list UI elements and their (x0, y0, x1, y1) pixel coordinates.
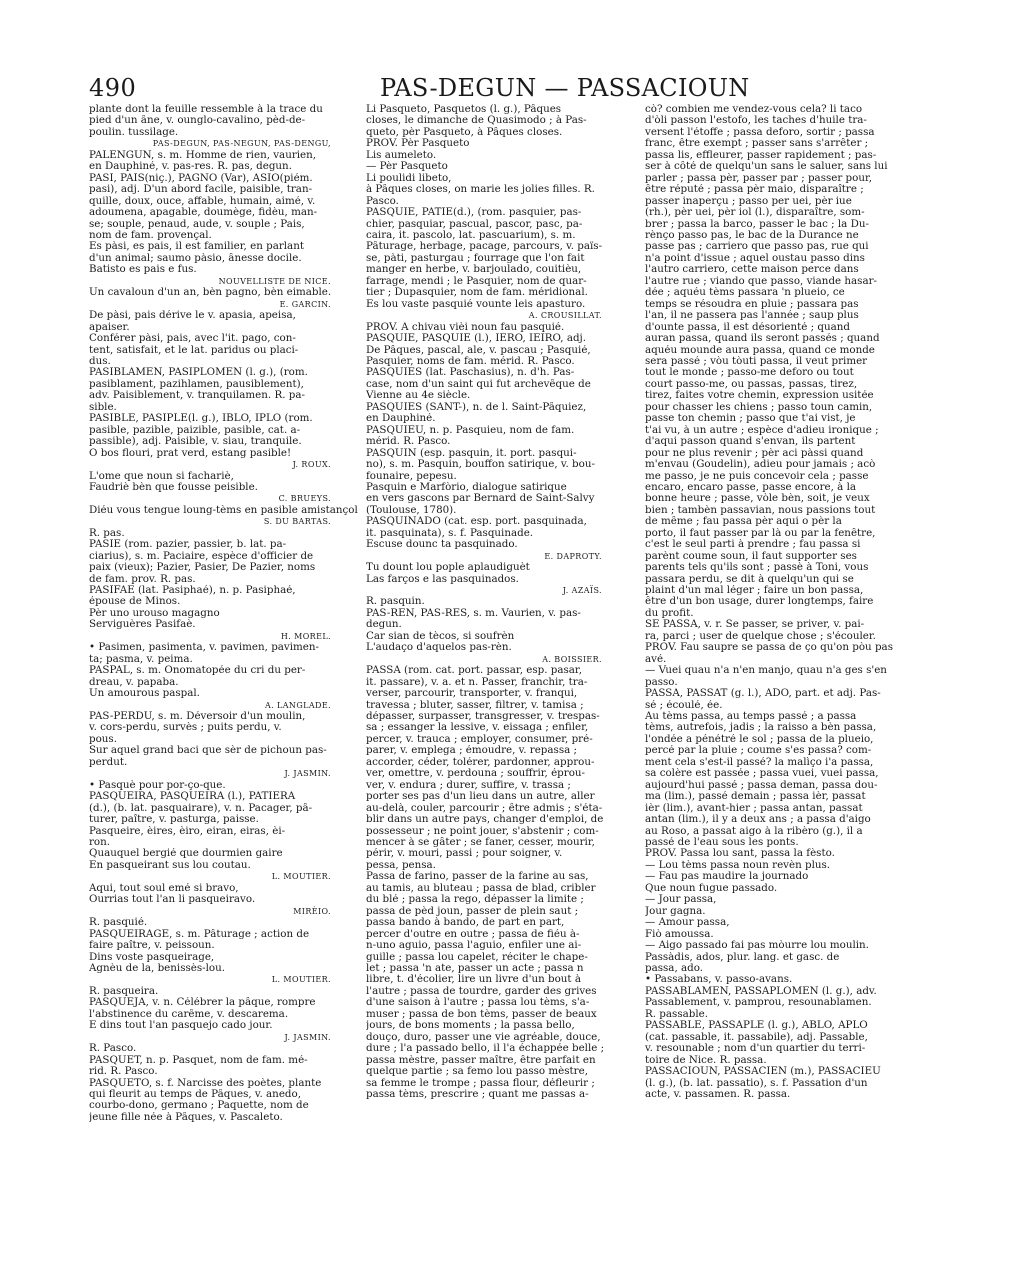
text-line: PASIBLE, PASIPLE(l. g.), IBLO, IPLO (rom. (89, 413, 313, 425)
text-line: PASQUEIRAGE, s. m. Pâturage ; action de (89, 928, 310, 940)
text-line: pasible, pazible, paizible, pasible, cat. a- (89, 424, 301, 436)
text-line: Sur aquel grand baci que sèr de pichoun pas- (89, 745, 327, 757)
page-number: 490 (89, 74, 137, 102)
text-line: passa lis, effleurer, passer rapidement ; pas- (645, 149, 877, 161)
text-line: pied d'un âne, v. ounglo-cavalino, pèd-de- (89, 115, 306, 127)
text-line: PASIFAÉ (lat. Pasiphaé), n. p. Pasiphaé, (89, 585, 296, 597)
text-line: PALENGUN, s. m. Homme de rien, vaurien, (89, 149, 317, 161)
text-line: tier ; Dupasquier, nom de fam. méridional. (366, 287, 588, 299)
column-middle (366, 104, 632, 1100)
text-line: dée ; aquéu tèms passara 'n plueio, ce (645, 287, 845, 299)
text-line: passa mèstre, passer maître, être parfait en (366, 1054, 596, 1066)
text-line: passara perdu, se dit à quelqu'un qui se (645, 573, 854, 585)
text-line: sa colère est passée ; passa vuei, vuei passa, (645, 768, 879, 780)
text-line: aquéu mounde aura passa, quand ce monde (645, 344, 875, 356)
text-line: PROV. Passa lou sant, passa la fèsto. (645, 848, 835, 860)
text-line: founaire, pepesu. (366, 470, 457, 482)
text-line: rènço passo pas, le bac de la Durance ne (645, 229, 859, 241)
text-line: dus. (89, 355, 111, 367)
text-line: sa ; essanger la lessive, v. eissaga ; enfiler, (366, 722, 589, 734)
text-line: — Fau pas maudire la journado (645, 871, 809, 883)
text-line: blir dans un autre pays, changer d'emploi, de (366, 814, 604, 826)
text-line: Las farços e las pasquinados. (366, 573, 519, 585)
text-line: en Dauphiné. (366, 413, 436, 425)
text-line: sible. (89, 401, 117, 413)
text-line: farrage, mendi ; le Pasquier, nom de quar- (366, 275, 587, 287)
text-line: ma (lim.), passé demain ; passa ièr, passat (645, 791, 866, 803)
text-line: O bos flouri, prat verd, estang pasible! (89, 447, 292, 459)
text-line: pour ne plus revenir ; pèr aci pàssi quand (645, 447, 864, 459)
text-line: t'ai vu, à un autre ; espèce d'adieu ironique ; (645, 424, 879, 436)
text-line: parènt coume soun, il faut supporter ses (645, 550, 857, 562)
text-line: l'autre rue ; viando que passo, viande hasar- (645, 275, 877, 287)
text-line: Pasqueire, èires, èiro, eiran, eiras, èi- (89, 825, 286, 837)
text-line: tout le monde ; passo-me deforo ou tout (645, 367, 854, 379)
text-line: tent, satisfait, et le lat. paridus ou placi- (89, 344, 299, 356)
text-line: closes, le dimanche de Quasimodo ; à Pas- (366, 115, 587, 127)
text-line: passer inaperçu ; passo per uei, pèr iue (645, 195, 852, 207)
text-line: quelque partie ; sa femo lou passo mèstre, (366, 1066, 588, 1078)
text-line: PASSABLE, PASSAPLE (l. g.), ABLO, APLO (645, 1020, 868, 1032)
text-line: PASSA, PASSAT (g. l.), ADO, part. et adj. Pas- (645, 688, 881, 700)
text-line: — Amour passa, (645, 917, 730, 929)
text-line: Pasquin e Marfòrio, dialogue satirique (366, 481, 567, 493)
text-line: Passablement, v. pamprou, resounablamen. (645, 997, 872, 1009)
text-line: let ; passa 'n ate, passer un acte ; passa n (366, 962, 584, 974)
text-line: it. pasquinata), s. f. Pasquinade. (366, 527, 534, 539)
text-line: dépasser, surpasser, transgresser, v. trespas- (366, 711, 600, 723)
text-line: manger en herbe, v. barjoulado, couitièu, (366, 264, 582, 276)
text-line: douço, duro, passer une vie agréable, douce, (366, 1031, 601, 1043)
text-line: PASQUIÉ, PASQUIÈ (l.), IERO, IÈIRO, adj. (366, 333, 587, 345)
text-line: au Roso, a passat aigo à la ribèro (g.), il a (645, 825, 863, 837)
text-line: • Pasimen, pasimenta, v. pavimen, pavimen- (89, 642, 320, 654)
text-line: perdut. (89, 756, 128, 768)
text-line: no), s. m. Pasquin, bouffon satirique, v. bou- (366, 459, 595, 471)
text-line: paix (vieux); Pazier, Pasier, De Pazier, noms (89, 562, 316, 574)
text-line: Lis aumeleto. (366, 149, 437, 161)
text-line: R. pasquin. (366, 596, 425, 608)
text-line: l'autro carriero, cette maison perce dans (645, 264, 859, 276)
text-line: PASSACIOUN, PASSACIEN (m.), PASSACIÉU (645, 1066, 881, 1078)
text-line: jours, de bons moments ; la passa bello, (366, 1020, 575, 1032)
text-line: PASQUIN (esp. pasquin, it. port. pasqui- (366, 447, 577, 459)
text-line: passa, ado. (645, 962, 704, 974)
text-line: du blé ; passa la rego, dépasser la limite ; (366, 894, 584, 906)
text-line: case, nom d'un saint qui fut archevêque de (366, 378, 591, 390)
text-line: L. MOUTIER. (271, 872, 331, 882)
text-line: turer, paître, v. pasturga, paisse. (89, 814, 259, 826)
text-line: passo. (645, 676, 678, 688)
text-line: caira, it. pascolo, lat. pascuarium), s. m. (366, 229, 576, 241)
text-line: toire de Nice. R. passa. (645, 1054, 767, 1066)
text-line: d'aqui passon quand s'envan, ils partent (645, 436, 856, 448)
text-line: bien ; tambèn passavian, nous passions tout (645, 504, 876, 516)
text-line: se, pàti, pasturgau ; fourrage que l'on fait (366, 252, 585, 264)
text-line: pasi), adj. D'un abord facile, paisible, tran- (89, 184, 313, 196)
text-line: épouse de Minos. (89, 596, 181, 608)
text-line: porto, il faut passer par là ou par la fenêtre, (645, 527, 876, 539)
text-line: dreau, v. papaba. (89, 676, 179, 688)
text-line: PASIÉ (rom. pazier, passier, b. lat. pa- (89, 539, 287, 551)
text-line: A. LANGLADE. (264, 700, 331, 710)
text-line: E. DAPROTY. (544, 551, 602, 561)
text-line: m'envau (Goudelin), adieu pour jamais ; acò (645, 459, 876, 471)
text-line: L. MOUTIER. (271, 975, 331, 985)
text-line: d'ounte passa, il est désorienté ; quand (645, 321, 850, 333)
text-line: PASQUIÉS (lat. Paschasius), n. d'h. Pas- (366, 367, 575, 379)
text-line: Fiò amoussa. (645, 928, 714, 940)
text-line: en vers gascons par Bernard de Saint-Salvy (366, 493, 595, 505)
text-line: courbo-dono, germano ; Paquette, nom de (89, 1100, 309, 1112)
text-line: NOUVELLISTE DE NICE. (218, 276, 331, 286)
text-line: à Pâques closes, on marie les jolies filles. R. (366, 184, 595, 196)
text-line: v. cors-perdu, survès ; puits perdu, v. (89, 722, 282, 734)
text-line: passa tèms, prescrire ; quant me passas a- (366, 1088, 589, 1100)
text-line: PAS-RÈN, PAS-RES, s. m. Vaurien, v. pas- (366, 607, 581, 619)
text-line: PÀSI, PAIS(niç.), PAGNO (Var), ASIO(piém. (89, 172, 313, 184)
text-line: ver, v. endura ; durer, suffire, v. trassa ; (366, 779, 571, 791)
text-line: J. ROUX. (292, 460, 331, 470)
text-line: it. passare), v. a. et n. Passer, franchir, tra- (366, 676, 588, 688)
text-line: en Dauphiné, v. pas-res. R. pas, degun. (89, 161, 292, 173)
text-line: En pasqueirant sus lou coutau. (89, 859, 251, 871)
text-line: J. JASMIN. (284, 1032, 331, 1042)
text-line: Pasco. (366, 195, 399, 207)
text-line: auran passa, quand ils seront passés ; quand (645, 333, 880, 345)
text-line: Batisto es pais e fus. (89, 264, 197, 276)
text-line: (rh.), pèr uei, pèr iol (l.), disparaître, som- (645, 207, 865, 219)
text-line: Pâturage, herbage, pacage, parcours, v. païs- (366, 241, 603, 253)
text-line: d'une saison à l'autre ; passa lou tèms, s'a- (366, 997, 590, 1009)
text-line: de fam. prov. R. pas. (89, 573, 196, 585)
text-line: de même ; fau passa pèr aqui o pèr la (645, 516, 842, 528)
column-right (645, 104, 915, 1100)
text-line: dure ; l'a passado bello, il l'a échappée belle ; (366, 1043, 605, 1055)
text-line: A. BOISSIER. (542, 654, 602, 664)
text-line: brer ; passa la barco, passer le bac ; la Du- (645, 218, 869, 230)
text-line: acte, v. passamen. R. passa. (645, 1088, 791, 1100)
text-line: sera passé ; vòu tòuti passa, il veut primer (645, 355, 868, 367)
text-line: faire paître, v. peissoun. (89, 940, 215, 952)
text-line: (Toulouse, 1780). (366, 504, 457, 516)
text-line: PASQUIÈU, n. p. Pasquieu, nom de fam. (366, 424, 575, 436)
text-line: libre, t. d'écolier, lire un livre d'un bout à (366, 974, 581, 986)
text-line: S. DU BARTAS. (263, 517, 331, 527)
text-line: L'audaço d'aquelos pas-rèn. (366, 642, 512, 654)
text-line: Faudriè bèn que fousse peisible. (89, 481, 258, 493)
text-line: queto, pèr Pasqueto, à Pâques closes. (366, 126, 563, 138)
text-line: ièr (lim.), avant-hier ; passa antan, passat (645, 802, 863, 814)
text-line: Serviguères Pasifaè. (89, 619, 196, 631)
text-line: plante dont la feuille ressemble à la trace du (89, 104, 323, 115)
text-line: avé. (645, 653, 667, 665)
text-line: périr, v. mouri, passi ; pour soigner, v. (366, 848, 563, 860)
text-line: passe ton chemin ; passo que t'ai vist, je (645, 413, 856, 425)
text-line: ta; pasma, v. peima. (89, 653, 193, 665)
text-line: E. GARCIN. (279, 299, 331, 309)
text-line: rid. R. Pasco. (89, 1066, 158, 1078)
text-line: se; souple, penaud, aude, v. souple ; Pais, (89, 218, 305, 230)
text-line: Aqui, tout soul emé si bravo, (89, 882, 239, 894)
text-line: Jour gagna. (645, 905, 706, 917)
text-line: Agnèu de la, benissès-lou. (89, 962, 226, 974)
text-line: pessa, pensa. (366, 859, 436, 871)
text-line: tèms, autrefois, jadis ; la raisso a bèn passa, (645, 722, 877, 734)
text-line: poulin. tussilage. (89, 126, 179, 138)
text-line: PASQUEJA, v. n. Célébrer la pâque, rompre (89, 997, 316, 1009)
text-line: PASQUIÉ, PATIÉ(d.), (rom. pasquier, pas- (366, 207, 582, 219)
text-line: accorder, céder, tolérer, pardonner, approu- (366, 756, 595, 768)
text-line: muser ; passa de bon tèms, passer de beaux (366, 1008, 597, 1020)
running-head: PAS-DEGUN — PASSACIOUN (380, 74, 750, 102)
text-line: De Pâques, pascal, ale, v. pascau ; Pasquié, (366, 344, 591, 356)
text-line: encaro, encaro passe, passe encore, à la (645, 481, 857, 493)
text-line: être réputé ; passa pèr maio, disparaître ; (645, 184, 864, 196)
text-line: sé ; écoulé, ée. (645, 699, 723, 711)
text-line: — Vuei quau n'a n'en manjo, quau n'a ges s'en (645, 665, 887, 677)
text-line: L'ome que noun si fachariè, (89, 470, 234, 482)
text-line: passe pas ; carriero que passo pas, rue qui (645, 241, 869, 253)
text-line: Passàdis, ados, plur. lang. et gasc. de (645, 951, 840, 963)
text-line: versent l'étoffe ; passa deforo, sortir ; passa (645, 126, 875, 138)
text-line: plaint d'un mal léger ; faire un bon passa, (645, 585, 864, 597)
text-line: parler ; passa pèr, passer par ; passer pour, (645, 172, 873, 184)
text-line: parer, v. emplega ; émoudre, v. repassa ; (366, 745, 577, 757)
text-line: (d.), (b. lat. pasquairare), v. n. Pacager, pâ- (89, 802, 313, 814)
text-line: guille ; passa lou capelet, réciter le chape- (366, 951, 588, 963)
text-line: Pasquier, noms de fam. mérid. R. Pasco. (366, 355, 575, 367)
text-line: me passo, je ne puis concevoir cela ; passe (645, 470, 869, 482)
text-line: jeune fille née à Pâques, v. Pascaleto. (89, 1111, 283, 1123)
text-line: Es pàsi, es pais, il est familier, en parlant (89, 241, 304, 253)
text-line: PAS-PERDU, s. m. Déversoir d'un moulin, (89, 711, 306, 723)
text-line: R. pas. (89, 527, 125, 539)
text-line: aujourd'hui passé ; passa deman, passa dou- (645, 779, 878, 791)
text-line: ment cela s'est-il passé? la malìço i'a passa, (645, 756, 874, 768)
text-line: antan (lim.), il y a deux ans ; a passa d'aigo (645, 814, 871, 826)
text-line: ra, parci ; user de quelque chose ; s'écouler. (645, 630, 876, 642)
text-line: PROV. Pèr Pasqueto (366, 138, 470, 150)
text-line: PASQUEIRA, PASQUEIRA (l.), PATIERA (89, 791, 296, 803)
text-line: Un amourous paspal. (89, 688, 200, 700)
text-line: ron. (89, 837, 111, 848)
text-line: court passo-me, ou passas, passas, tirez, (645, 378, 858, 390)
text-line: pasiblament, pazihlamen, pausiblement), (89, 378, 304, 390)
column-left (89, 104, 361, 1123)
text-line: parents tels qu'ils sont ; passè à Toni, vous (645, 562, 869, 574)
text-line: Car sian de tècos, si soufrèn (366, 630, 515, 642)
text-line: J. JASMIN. (284, 769, 331, 779)
text-line: R. passable. (645, 1008, 708, 1020)
text-line: PASQUIÉS (SANT-), n. de l. Saint-Pâquiez, (366, 401, 587, 413)
text-line: degun. (366, 619, 402, 631)
text-line: sa femme le trompe ; passa flour, défleurir ; (366, 1077, 595, 1089)
text-line: du profit. (645, 607, 694, 619)
text-line: ver, omettre, v. perdouna ; souffrir, éprou- (366, 768, 585, 780)
text-line: H. MOREL. (280, 631, 331, 641)
text-line: quille, doux, ouce, affable, humain, aimé, v. (89, 195, 316, 207)
text-line: PASIBLAMEN, PASIPLOMEN (l. g.), (rom. (89, 367, 308, 379)
text-line: mérid. R. Pasco. (366, 436, 451, 448)
text-line: Dins voste pasqueirage, (89, 951, 215, 963)
text-line: PASSA (rom. cat. port. passar, esp. pasar, (366, 665, 582, 677)
text-line: l'autre ; passa de tourdre, garder des grives (366, 985, 597, 997)
text-line: PASQUETO, s. f. Narcisse des poètes, plante (89, 1077, 322, 1089)
text-line: passa de pèd joun, passer de plein saut ; (366, 905, 579, 917)
text-line: PASSABLAMEN, PASSAPLOMEN (l. g.), adv. (645, 985, 877, 997)
text-line: ser à côté de quelqu'un sans le saluer, sans lui (645, 161, 888, 173)
text-line: R. pasquié. (89, 917, 148, 929)
text-line: passible), adj. Paisible, v. siau, tranquile. (89, 436, 302, 448)
text-line: temps se résoudra en pluie ; passara pas (645, 298, 859, 310)
text-line: pour chasser les chiens ; passo toun camin, (645, 401, 873, 413)
text-line: d'òli passon l'estofo, les taches d'huile tra- (645, 115, 867, 127)
text-line: PASQUET, n. p. Pasquet, nom de fam. mé- (89, 1054, 308, 1066)
text-line: SE PASSA, v. r. Se passer, se priver, v. pai- (645, 619, 865, 631)
text-line: Au tèms passa, au temps passé ; a passa (645, 711, 857, 723)
text-line: Conférer pàsi, pais, avec l'it. pago, con- (89, 333, 296, 345)
text-line: percer d'outre en outre ; passa de fiéu à- (366, 928, 580, 940)
text-line: être d'un bon usage, durer longtemps, faire (645, 596, 874, 608)
text-line: A. CROUSILLAT. (528, 311, 602, 321)
text-line: Quauquel bergié que dourmien gaire (89, 848, 283, 860)
text-line: Li Pasqueto, Pasquetos (l. g.), Pâques (366, 104, 562, 115)
text-line: l'ondée a pénétré le sol ; passa de la plueio, (645, 733, 874, 745)
text-line: (cat. passable, it. passabile), adj. Passable, (645, 1031, 868, 1043)
text-line: cò? combien me vendez-vous cela? li taco (645, 104, 863, 115)
text-line: PAS-DEGUN, PAS-NEGUN, PAS-DENGU, (152, 139, 331, 149)
text-line: PASQUINADO (cat. esp. port. pasquinada, (366, 516, 587, 528)
text-line: Que noun fugue passado. (645, 882, 778, 894)
text-line: — Aigo passado fai pas mòurre lou moulin. (645, 940, 869, 952)
text-line: Escuse dounc ta pasquinado. (366, 539, 518, 551)
text-line: possesseur ; ne point jouer, s'abstenir ; com- (366, 825, 599, 837)
text-line: adv. Paisiblement, v. tranquilamen. R. pa- (89, 390, 305, 402)
text-line: Diéu vous tengue loung-tèms en pasible amistançol (89, 504, 358, 516)
text-line: — Pèr Pasqueto (366, 161, 448, 173)
text-line: chier, pasquiar, pascual, pascor, pasc, pa- (366, 218, 583, 230)
text-line: d'un animal; saumo pàsio, ânesse docile. (89, 252, 302, 264)
text-line: verser, parcourir, transporter, v. franqui, (366, 688, 578, 700)
text-line: Ourrias tout l'an li pasqueiravo. (89, 894, 256, 906)
text-line: Li poulidi libeto, (366, 172, 452, 184)
text-line: PROV. Fau saupre se passa de ço qu'on pòu pas (645, 642, 893, 654)
text-line: pous. (89, 733, 117, 745)
text-line: porter ses pas d'un lieu dans un autre, aller (366, 791, 595, 803)
text-line: (l. g.), (b. lat. passatio), s. f. Passation d'un (645, 1077, 868, 1089)
text-line: l'abstinence du carême, v. descarema. (89, 1008, 289, 1020)
text-line: ciarius), s. m. Paciaire, espèce d'officier de (89, 550, 314, 562)
text-line: De pàsi, pais dérive le v. apasia, apeisa, (89, 310, 296, 322)
text-line: passé de l'eau sous les ponts. (645, 837, 799, 848)
text-line: adoumena, apagable, doumège, fidèu, man- (89, 207, 318, 219)
text-line: E dins tout l'an pasquejo cado jour. (89, 1020, 273, 1032)
text-line: J. AZAÏS. (562, 586, 602, 596)
text-line: PASPAL, s. m. Onomatopée du cri du per- (89, 665, 306, 677)
text-line: travessa ; bluter, sasser, filtrer, v. tamisa ; (366, 699, 584, 711)
text-line: tirez, faites votre chemin, expression usitée (645, 390, 874, 402)
text-line: qui fleurit au temps de Pâques, v. anedo, (89, 1088, 301, 1100)
text-line: Un cavaloun d'un an, bèn pagno, bèn eimable. (89, 287, 332, 299)
text-line: Es lou vaste pasquié vounte leis apasturo. (366, 298, 586, 310)
text-line: n'a point d'issue ; aquel oustau passo dins (645, 252, 865, 264)
text-line: • Pasquè pour por-ço-que. (89, 779, 226, 791)
text-line: bonne heure ; passe, vòle bèn, soit, je veux (645, 493, 870, 505)
text-line: v. resounable ; nom d'un quartier du terri- (645, 1043, 866, 1055)
text-line: C. BRUEYS. (278, 494, 331, 504)
text-line: — Jour passa, (645, 894, 717, 906)
text-line: Tu dount lou pople aplaudiguèt (366, 562, 530, 574)
text-line: percer, v. trauca ; employer, consumer, pré- (366, 733, 593, 745)
text-line: mencer à se gâter ; se faner, cesser, mourir, (366, 837, 595, 848)
text-line: Pèr uno urouso magagno (89, 607, 220, 619)
text-line: franc, être exempt ; passer sans s'arrêter ; (645, 138, 869, 150)
text-line: MIRÈIO. (293, 906, 331, 916)
text-line: nom de fam. provençal. (89, 229, 212, 241)
text-line: Vienne au 4e siècle. (366, 390, 471, 402)
text-line: Passa de farino, passer de la farine au sas, (366, 871, 589, 883)
text-line: R. pasqueira. (89, 985, 159, 997)
text-line: percé par la pluie ; coume s'es passa? com- (645, 745, 872, 757)
text-line: c'est le seul parti à prendre ; fau passa si (645, 539, 861, 551)
text-line: PROV. A chivau vièi noun fau pasquié. (366, 321, 565, 333)
text-line: n-uno aguio, passa l'aguio, enfiler une ai- (366, 940, 582, 952)
text-line: passa bando à bando, de part en part, (366, 917, 565, 929)
text-line: — Lou tèms passa noun revèn plus. (645, 859, 831, 871)
text-line: • Passabans, v. passo-avans. (645, 974, 793, 986)
text-line: l'an, il ne passera pas l'année ; saup plus (645, 310, 859, 322)
text-line: au-delà, couler, parcourir ; être admis ; s'éta- (366, 802, 603, 814)
text-line: apaiser. (89, 321, 130, 333)
text-line: R. Pasco. (89, 1043, 137, 1055)
text-line: au tamis, au bluteau ; passa de blad, cribler (366, 882, 596, 894)
